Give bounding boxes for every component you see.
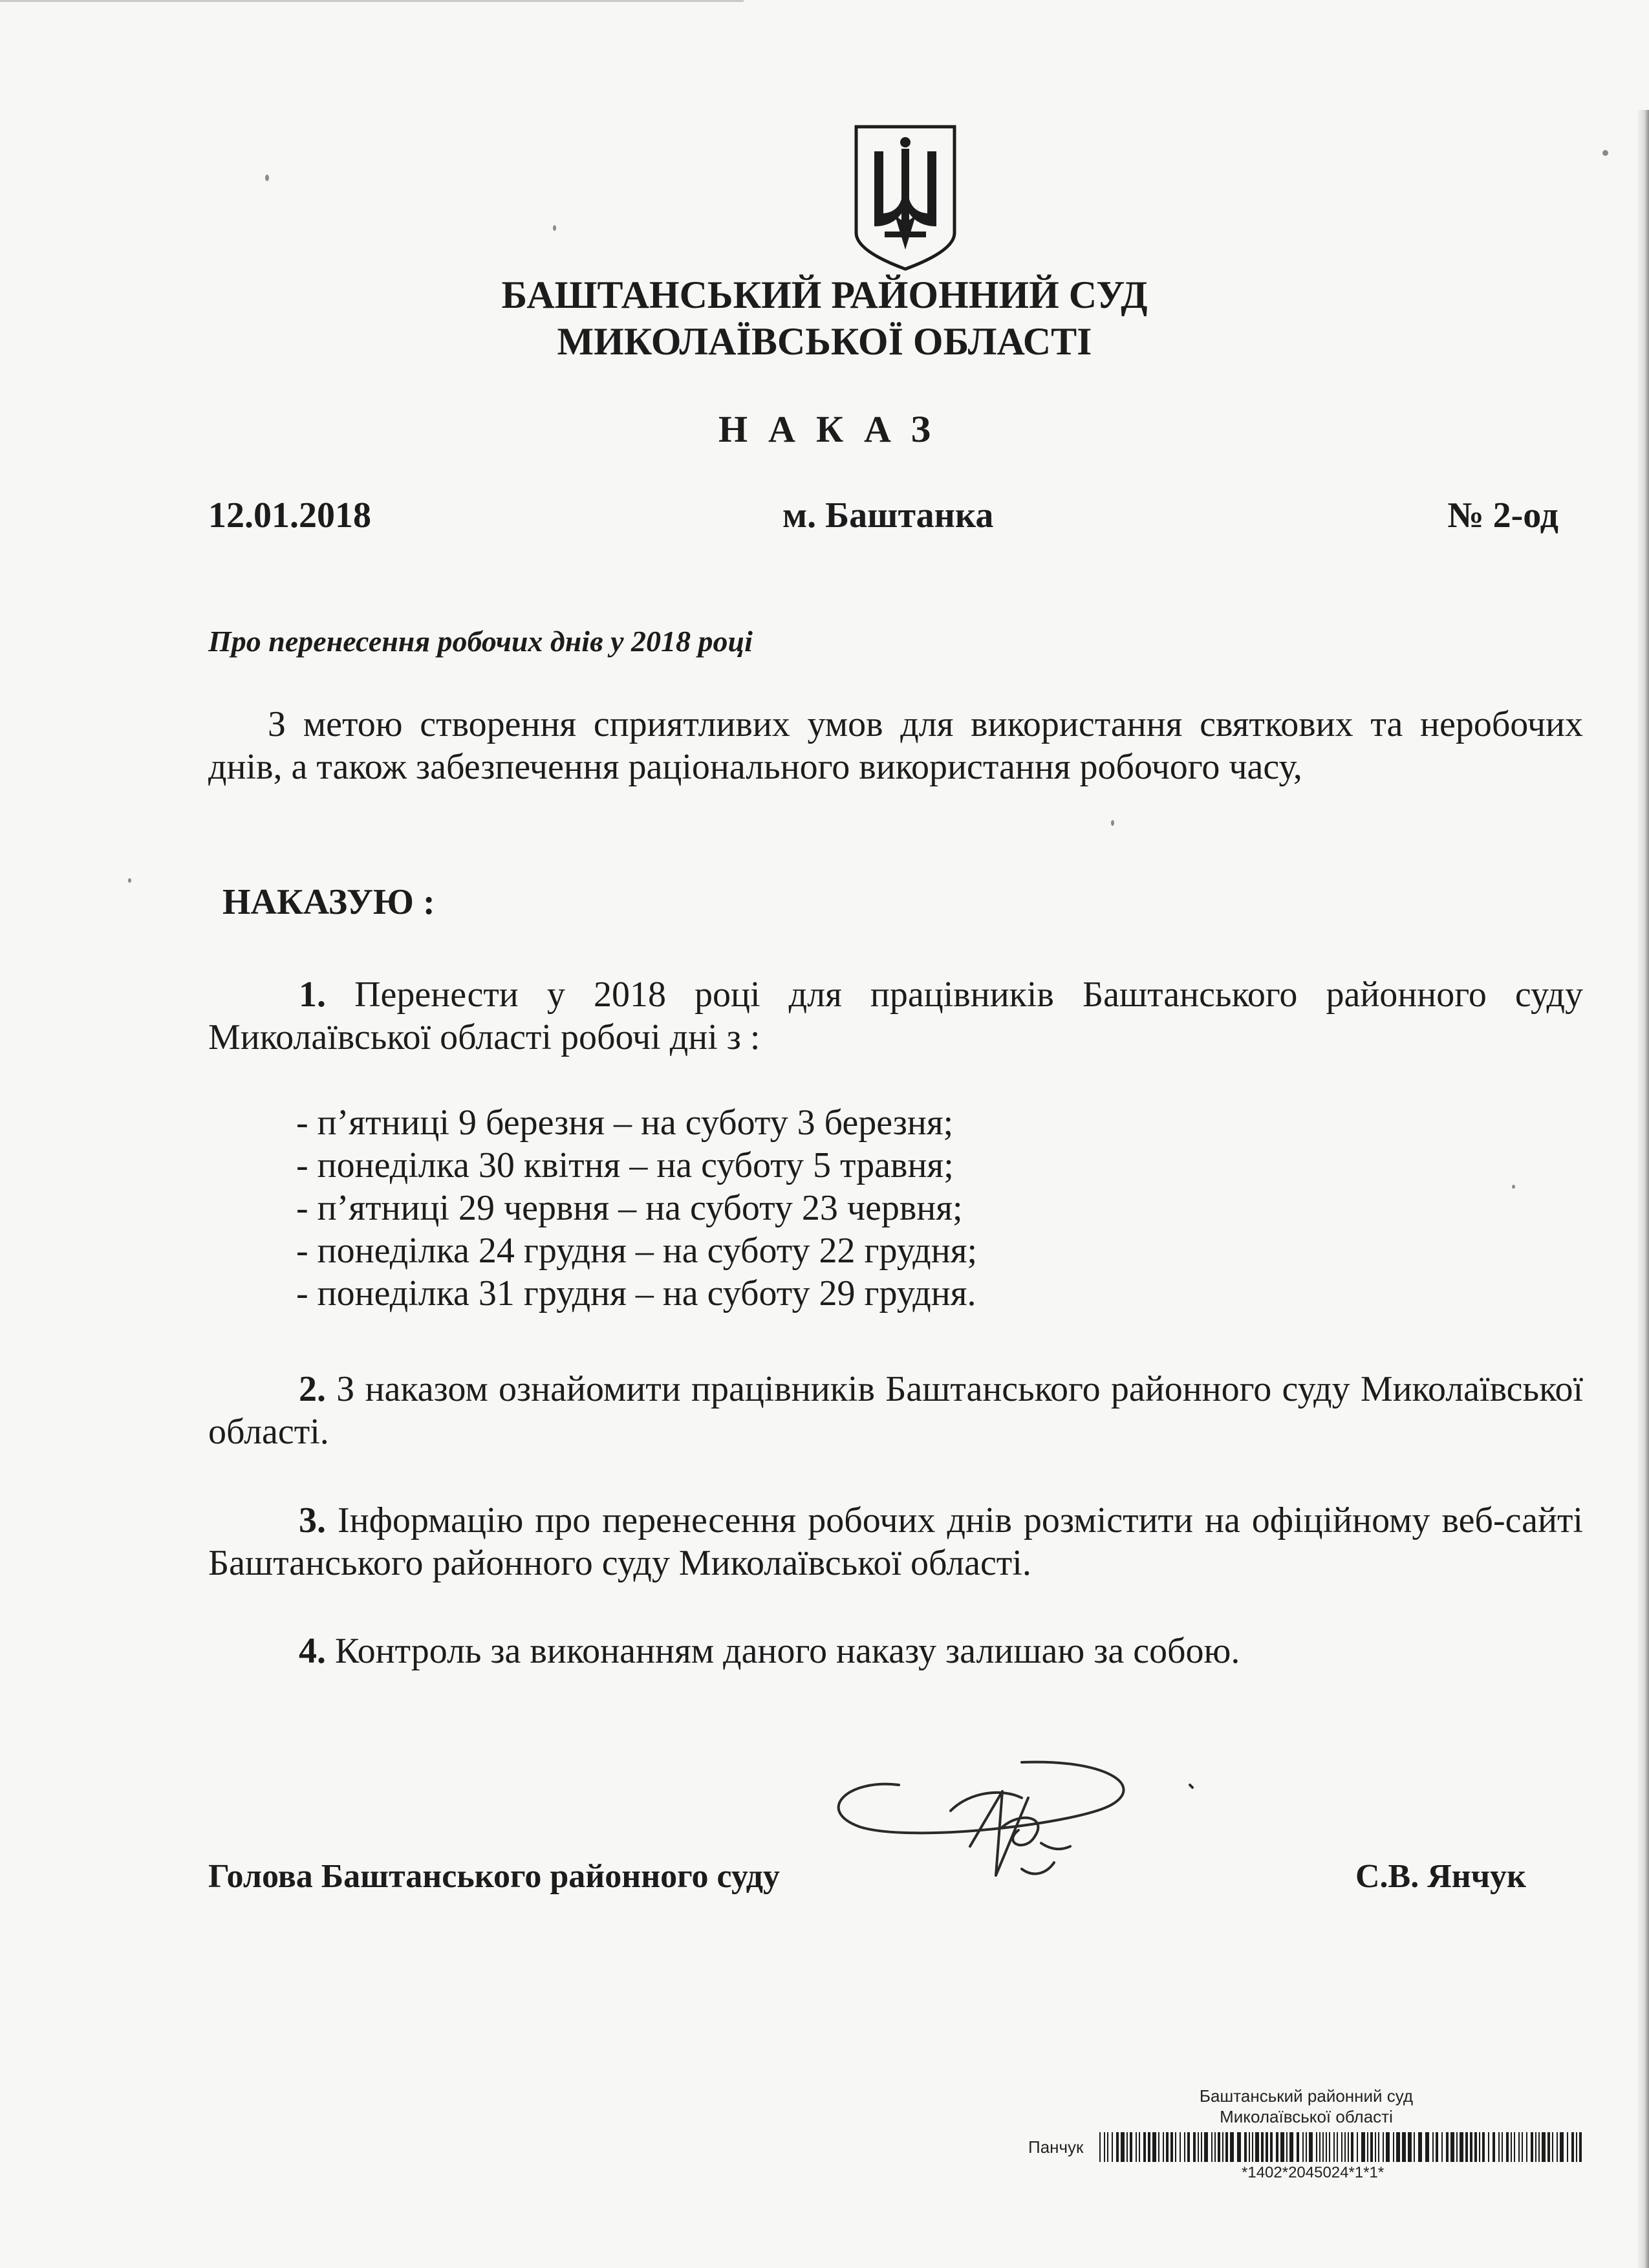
barcode-bar [1370,2132,1373,2162]
barcode-bar [1344,2132,1346,2162]
document-subject: Про перенесення робочих днів у 2018 році [208,625,753,658]
document-date: 12.01.2018 [208,495,371,535]
barcode-bar [1180,2132,1181,2162]
barcode-bar [1116,2132,1119,2162]
barcode-bar [1378,2132,1379,2162]
order-item-text: З наказом ознайомити працівників Баштанського районного суду Миколаївської області. [208,1369,1583,1452]
intro-paragraph: З метою створення сприятливих умов для використання святкових та неробочих днів, а також забезпечення раціонального використання робочого часу, [208,704,1583,787]
barcode-bar [1460,2132,1463,2162]
barcode-bar [1341,2132,1342,2162]
barcode-bar [1237,2132,1241,2162]
barcode-bar [1567,2132,1568,2162]
barcode-bar [1465,2132,1468,2162]
scan-speck [1512,1185,1515,1189]
registration-stamp [1028,2086,1584,2183]
barcode-bar [1367,2132,1368,2162]
barcode-bar [1425,2132,1429,2162]
barcode-bar [1418,2132,1422,2162]
transfer-item: - п’ятниці 29 червня – на суботу 23 червня; [296,1188,963,1228]
barcode-bar [1302,2132,1304,2162]
order-item-4 [208,1630,1583,1672]
stamp-barcode-row [1028,2131,1584,2163]
barcode-bar [1441,2132,1443,2162]
barcode-bar [1148,2132,1150,2162]
order-item-number: 2. [299,1369,326,1409]
barcode-bar [1280,2132,1284,2162]
barcode-bar [1319,2132,1320,2162]
barcode-bar [1329,2132,1330,2162]
barcode-bar [1107,2132,1108,2162]
barcode-bar [1506,2132,1509,2162]
barcode-bar [1470,2132,1472,2162]
barcode-bar [1104,2132,1105,2162]
barcode-bar [1166,2132,1169,2162]
barcode-bar [1361,2132,1365,2162]
transfer-item: - п’ятниці 9 березня – на суботу 3 березня; [296,1103,954,1143]
barcode-bar [1276,2132,1278,2162]
scan-speck [553,225,556,231]
barcode-bar [1333,2132,1335,2162]
barcode-bar [1414,2132,1415,2162]
barcode-bar [1351,2132,1353,2162]
stamp-org-line1: Баштанський районний суд [1199,2086,1414,2106]
barcode-bar [1309,2132,1313,2162]
barcode-bar [1198,2132,1199,2162]
barcode-bar [1211,2132,1212,2162]
stamp-user: Панчук [1028,2137,1084,2157]
barcode-bar [1436,2132,1438,2162]
barcode-bar [1402,2132,1406,2162]
barcode-bar [1518,2132,1520,2162]
barcode-bar [1542,2132,1546,2162]
order-item-2 [208,1368,1583,1453]
barcode-bar [1502,2132,1503,2162]
barcode-bar [1126,2132,1128,2162]
barcode-bar [1201,2132,1202,2162]
barcode-bar [1121,2132,1125,2162]
barcode-bar [1193,2132,1196,2162]
barcode-bar [1446,2132,1449,2162]
barcode-bar [1531,2132,1533,2162]
barcode-bar [1139,2132,1140,2162]
barcode-bar [1552,2132,1553,2162]
barcode-bar [1112,2132,1113,2162]
barcode-bar [1538,2132,1540,2162]
order-item-3 [208,1499,1583,1584]
scan-speck [265,175,269,181]
barcode-bar [1450,2132,1454,2162]
barcode-bar [1493,2132,1495,2162]
barcode-bar [1152,2132,1156,2162]
court-name-line2: МИКОЛАЇВСЬКОЇ ОБЛАСТІ [557,320,1092,363]
barcode-bar [1576,2132,1577,2162]
transfer-list [296,1101,977,1315]
scan-speck [1602,150,1608,156]
barcode-bar [1222,2132,1223,2162]
transfer-item: - понеділка 24 грудня – на суботу 22 грудня; [296,1231,978,1271]
signatory-name: С.В. Янчук [1355,1858,1526,1895]
transfer-item: - понеділка 30 квітня – на суботу 5 травня; [296,1145,954,1185]
order-item-1 [208,973,1583,1059]
barcode-bar [1526,2132,1527,2162]
barcode-bar [1130,2132,1132,2162]
barcode-bar [1214,2132,1216,2162]
barcode-bar [1261,2132,1264,2162]
barcode-bar [1316,2132,1317,2162]
scan-speck [128,878,131,883]
orders-heading: НАКАЗУЮ : [222,882,435,922]
barcode-bar [1270,2132,1273,2162]
barcode-bar [1289,2132,1293,2162]
barcode-bar [1322,2132,1324,2162]
order-item-number: 4. [299,1631,326,1671]
barcode-bar [1136,2132,1137,2162]
barcode-bar [1306,2132,1307,2162]
barcode-bar [1522,2132,1523,2162]
order-item-number: 3. [299,1500,326,1540]
scan-top-line [0,0,744,2]
barcode-bar [1297,2132,1299,2162]
barcode-bar [1099,2132,1101,2162]
barcode-bar [1393,2132,1394,2162]
document-place: м. Баштанка [782,495,994,535]
handwritten-signature [808,1714,1235,1927]
stamp-org-line2: Миколаївської області [1220,2107,1393,2126]
barcode-bar [1326,2132,1327,2162]
barcode-bar [1158,2132,1159,2162]
barcode-bar [1560,2132,1564,2162]
barcode-bar [1511,2132,1512,2162]
barcode-bar [1230,2132,1234,2162]
transfer-item: - понеділка 31 грудня – на суботу 29 грудня. [296,1273,976,1313]
barcode-bar [1184,2132,1185,2162]
barcode-bar [1482,2132,1485,2162]
signatory-title: Голова Баштанського районного суду [208,1858,780,1895]
barcode-bar [1557,2132,1558,2162]
barcode-bar [1479,2132,1480,2162]
scan-speck [1111,820,1114,826]
order-item-text: Інформацію про перенесення робочих днів розмістити на офіційному веб-сайті Баштанського районного суду Миколаївської області. [208,1500,1583,1583]
order-item-number: 1. [299,975,326,1015]
barcode-bar [1498,2132,1500,2162]
barcode-bar [1175,2132,1176,2162]
barcode-bar [1432,2132,1434,2162]
document-number: № 2-од [1447,495,1558,535]
barcode-bar [1286,2132,1288,2162]
barcode-bar [1375,2132,1376,2162]
barcode-bar [1204,2132,1208,2162]
barcode-bar [1337,2132,1338,2162]
barcode-bar [1386,2132,1390,2162]
barcode-bar [1252,2132,1253,2162]
barcode-bar [1187,2132,1190,2162]
document-type-title: НАКАЗ [718,408,952,450]
barcode-bar [1488,2132,1489,2162]
coat-of-arms-icon [852,123,958,273]
barcode-bar [1396,2132,1400,2162]
barcode-bar [1383,2132,1384,2162]
barcode-bar [1348,2132,1349,2162]
barcode-bar [1357,2132,1358,2162]
barcode [1098,2131,1584,2163]
barcode-bar [1547,2132,1550,2162]
order-item-text: Перенести у 2018 році для працівників Баштанського районного суду Миколаївської області робочі дні з : [208,975,1583,1057]
barcode-bar [1163,2132,1164,2162]
barcode-bar [1474,2132,1477,2162]
barcode-bar [1225,2132,1228,2162]
barcode-bar [1218,2132,1220,2162]
barcode-bar [1255,2132,1259,2162]
barcode-bar [1244,2132,1247,2162]
barcode-bar [1266,2132,1268,2162]
barcode-bar [1571,2132,1574,2162]
barcode-bar [1170,2132,1173,2162]
barcode-bar [1579,2132,1582,2162]
stamp-code: *1402*2045024*1*1* [1242,2164,1385,2181]
court-name-line1: БАШТАНСЬКИЙ РАЙОННИЙ СУД [501,274,1148,316]
barcode-bar [1143,2132,1146,2162]
court-name [0,272,1649,365]
order-item-text: Контроль за виконанням даного наказу залишаю за собою. [335,1631,1240,1671]
barcode-bar [1249,2132,1250,2162]
barcode-bar [1456,2132,1458,2162]
barcode-bar [1408,2132,1412,2162]
barcode-bar [1535,2132,1536,2162]
barcode-bar [1514,2132,1515,2162]
